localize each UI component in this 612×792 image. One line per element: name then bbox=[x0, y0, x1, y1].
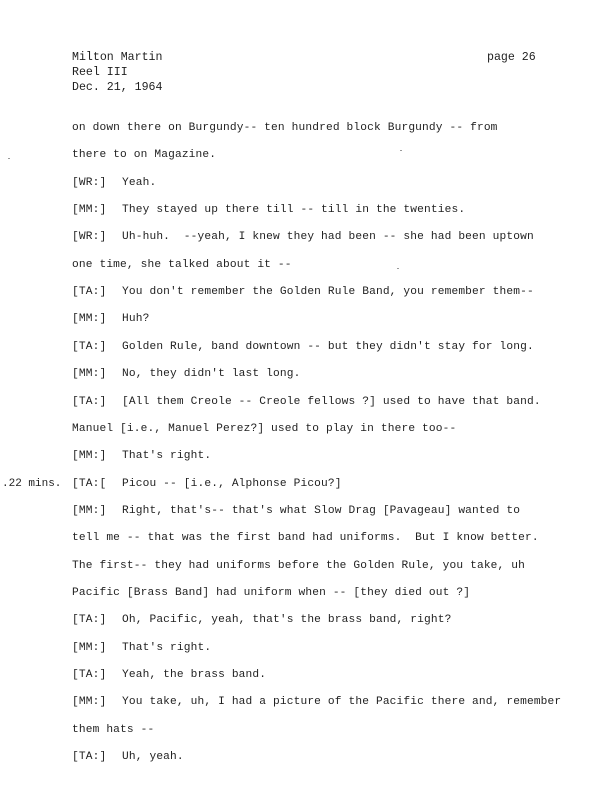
transcript-line bbox=[72, 340, 534, 354]
line-text: No, they didn't last long. bbox=[122, 368, 301, 381]
line-text: one time, she talked about it -- bbox=[72, 258, 292, 271]
line-text: That's right. bbox=[122, 641, 212, 654]
speaker-tag: [WR:] bbox=[72, 176, 107, 189]
speaker-tag: [MM:] bbox=[72, 641, 107, 654]
scan-speck bbox=[400, 150, 402, 151]
line-text: Yeah, the brass band. bbox=[122, 669, 267, 681]
page-number: page 26 bbox=[487, 51, 536, 64]
transcript-line bbox=[72, 559, 525, 573]
scan-speck bbox=[8, 158, 10, 159]
speaker-tag: [TA:] bbox=[72, 395, 107, 408]
line-text: You take, uh, I had a picture of the Pacific there and, remember bbox=[122, 696, 562, 709]
line-text: You don't remember the Golden Rule Band, you remember them-- bbox=[122, 286, 534, 299]
scan-speck bbox=[397, 268, 399, 269]
transcript-line bbox=[72, 477, 342, 491]
transcript-line bbox=[72, 750, 184, 764]
line-text: [All them Creole -- Creole fellows ?] used to have that band. bbox=[122, 395, 541, 408]
line-text: Golden Rule, band downtown -- but they didn't stay for long. bbox=[122, 340, 534, 353]
speaker-tag: [MM:] bbox=[72, 450, 107, 463]
speaker-tag: [MM:] bbox=[72, 368, 107, 381]
interviewee-name: Milton Martin bbox=[72, 51, 163, 64]
transcript-line bbox=[72, 531, 539, 545]
line-text: That's right. bbox=[122, 450, 212, 463]
line-text: The first-- they had uniforms before the Golden Rule, you take, uh bbox=[72, 559, 525, 572]
line-text: They stayed up there till -- till in the twenties. bbox=[122, 204, 466, 217]
transcript-line bbox=[72, 641, 211, 655]
interview-date: Dec. 21, 1964 bbox=[72, 81, 163, 94]
speaker-tag: [MM:] bbox=[72, 204, 107, 217]
transcript-line bbox=[72, 504, 520, 518]
line-text: Right, that's-- that's what Slow Drag [Pavageau] wanted to bbox=[122, 504, 521, 517]
transcript-line bbox=[72, 258, 292, 272]
transcript-line bbox=[72, 422, 456, 436]
line-text: Manuel [i.e., Manuel Perez?] used to play in there too-- bbox=[72, 422, 457, 435]
transcript-line bbox=[72, 367, 300, 381]
line-text: Huh? bbox=[122, 313, 150, 326]
speaker-tag: [TA:] bbox=[72, 751, 107, 764]
line-text: Pacific [Brass Band] had uniform when -- [they died out ?] bbox=[72, 586, 471, 599]
transcript-line bbox=[72, 723, 154, 737]
speaker-tag: [MM:] bbox=[72, 504, 107, 517]
speaker-tag: [WR:] bbox=[72, 231, 107, 244]
line-text: Uh-huh. --yeah, I knew they had been -- she had been uptown bbox=[122, 231, 534, 244]
line-text: Picou -- [i.e., Alphonse Picou?] bbox=[122, 477, 342, 490]
speaker-tag: [TA:] bbox=[72, 669, 107, 681]
transcript-line bbox=[72, 230, 534, 244]
speaker-tag: [TA:] bbox=[72, 340, 107, 353]
speaker-tag: [MM:] bbox=[72, 313, 107, 326]
margin-timestamp-note: .22 mins. bbox=[2, 477, 62, 490]
transcript-line bbox=[72, 668, 266, 682]
line-text: them hats -- bbox=[72, 723, 155, 736]
line-text: on down there on Burgundy-- ten hundred block Burgundy -- from bbox=[72, 122, 498, 134]
speaker-tag: [MM:] bbox=[72, 696, 107, 709]
transcript-line bbox=[72, 586, 470, 600]
transcript-line bbox=[72, 203, 465, 217]
line-text: Yeah. bbox=[122, 176, 157, 189]
transcript-line bbox=[72, 121, 498, 135]
transcript-line bbox=[72, 176, 156, 190]
transcript-line bbox=[72, 395, 541, 409]
transcript-line bbox=[72, 449, 211, 463]
line-text: there to on Magazine. bbox=[72, 149, 217, 162]
line-text: tell me -- that was the first band had uniforms. But I know better. bbox=[72, 532, 539, 545]
transcript-line bbox=[72, 695, 561, 709]
speaker-tag: [TA:] bbox=[72, 286, 107, 299]
reel-number: Reel III bbox=[72, 66, 128, 79]
transcript-line bbox=[72, 613, 451, 627]
transcript-line bbox=[72, 148, 216, 162]
transcript-line bbox=[72, 285, 534, 299]
transcript-line bbox=[72, 312, 149, 326]
speaker-tag: [TA:] bbox=[72, 614, 107, 627]
speaker-tag: [TA:[ bbox=[72, 477, 107, 490]
line-text: Oh, Pacific, yeah, that's the brass band, right? bbox=[122, 614, 452, 627]
line-text: Uh, yeah. bbox=[122, 751, 184, 764]
